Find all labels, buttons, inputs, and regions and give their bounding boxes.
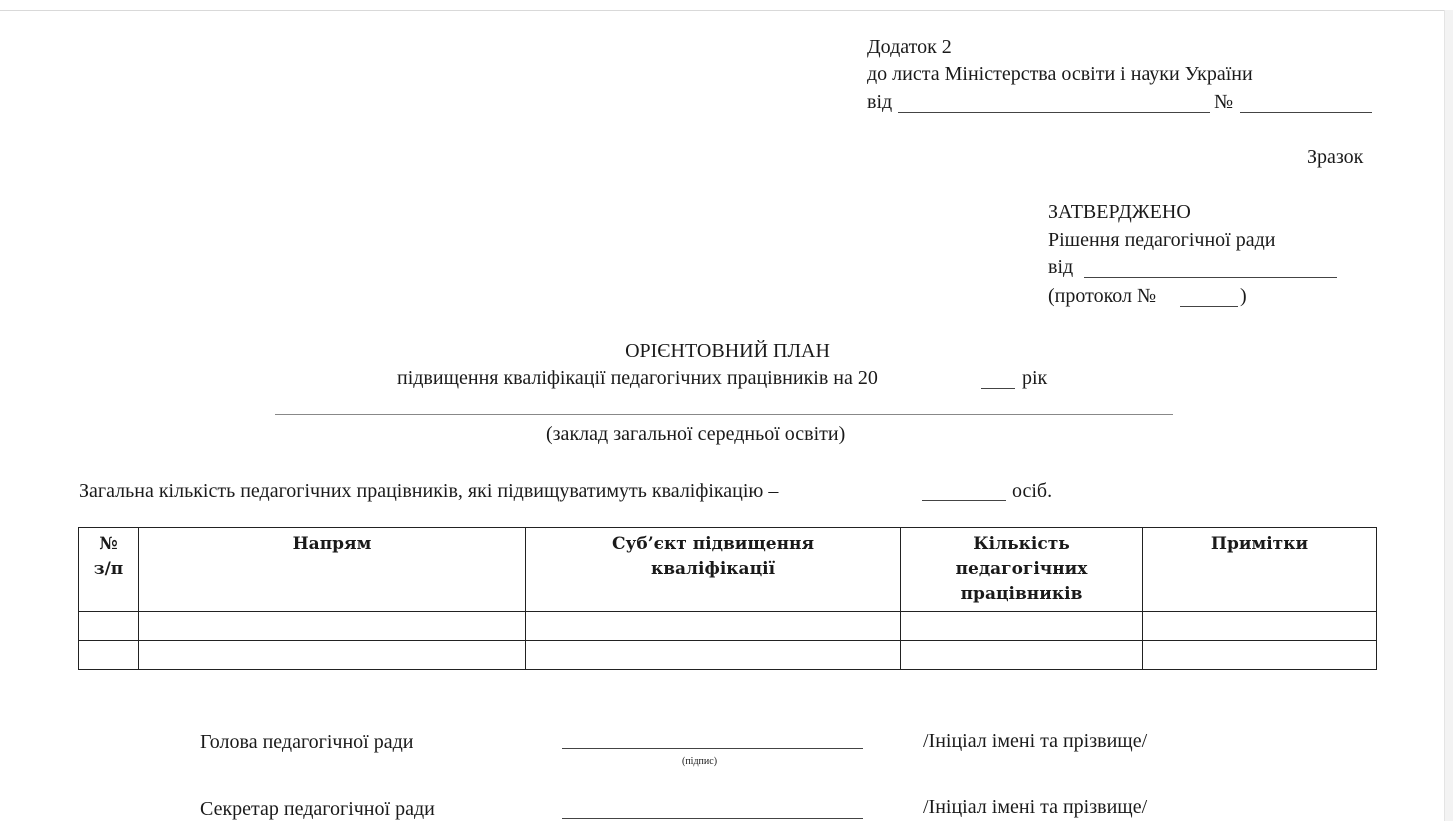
approval-protocol-blank bbox=[1180, 306, 1238, 307]
header-count: Кількість педагогічних працівників bbox=[901, 528, 1143, 612]
table-cell[interactable] bbox=[139, 612, 526, 641]
table-header-row bbox=[79, 528, 1377, 612]
letter-date-blank bbox=[898, 112, 1210, 113]
header-notes: Примітки bbox=[1143, 528, 1377, 612]
total-count-label: Загальна кількість педагогічних працівників, які підвищуватимуть кваліфікацію – bbox=[79, 480, 779, 502]
chair-name: /Ініціал імені та прізвище/ bbox=[923, 730, 1148, 752]
table-cell[interactable] bbox=[526, 612, 901, 641]
approval-date-blank bbox=[1084, 277, 1337, 278]
table-cell[interactable] bbox=[526, 641, 901, 670]
table-cell[interactable] bbox=[1143, 612, 1377, 641]
approval-protocol-open: (протокол № bbox=[1048, 285, 1157, 307]
approval-title: ЗАТВЕРДЖЕНО bbox=[1048, 201, 1191, 223]
table-cell[interactable] bbox=[79, 641, 139, 670]
plan-title bbox=[0, 339, 1453, 363]
viewer-scrollbar[interactable] bbox=[1444, 10, 1453, 821]
total-count-blank bbox=[922, 500, 1006, 501]
table-cell[interactable] bbox=[901, 612, 1143, 641]
approval-date-label: від bbox=[1048, 256, 1074, 278]
plan-subtitle-left: підвищення кваліфікації педагогічних працівників на 20 bbox=[397, 367, 878, 389]
secretary-name: /Ініціал імені та прізвище/ bbox=[923, 796, 1148, 818]
viewer-top-border bbox=[0, 10, 1453, 11]
approval-protocol-close: ) bbox=[1240, 285, 1247, 307]
secretary-label: Секретар педагогічної ради bbox=[200, 798, 435, 820]
letter-number-sign: № bbox=[1214, 91, 1234, 113]
institution-blank bbox=[275, 414, 1173, 415]
table-cell[interactable] bbox=[1143, 641, 1377, 670]
signature-hint: (підпис) bbox=[682, 756, 718, 767]
plan-year-blank bbox=[981, 388, 1015, 389]
table-cell[interactable] bbox=[139, 641, 526, 670]
appendix-label: Додаток 2 bbox=[867, 36, 952, 58]
sample-label: Зразок bbox=[1307, 146, 1364, 168]
plan-subtitle-right: рік bbox=[1022, 367, 1048, 389]
table-row bbox=[79, 612, 1377, 641]
total-count-unit: осіб. bbox=[1012, 480, 1053, 502]
header-direction: Напрям bbox=[139, 528, 526, 612]
chair-label: Голова педагогічної ради bbox=[200, 731, 414, 753]
chair-signature-line bbox=[562, 748, 863, 749]
secretary-signature-line bbox=[562, 818, 863, 819]
header-number: № з/п bbox=[79, 528, 139, 612]
plan-title-text: ОРІЄНТОВНИЙ ПЛАН bbox=[625, 340, 830, 362]
plan-table bbox=[78, 527, 1377, 670]
approval-decision: Рішення педагогічної ради bbox=[1048, 229, 1276, 251]
header-subject: Суб’єкт підвищення кваліфікації bbox=[526, 528, 901, 612]
letter-number-blank bbox=[1240, 112, 1372, 113]
letter-date-label: від bbox=[867, 91, 893, 113]
table-row bbox=[79, 641, 1377, 670]
institution-hint: (заклад загальної середньої освіти) bbox=[546, 423, 846, 445]
table-cell[interactable] bbox=[901, 641, 1143, 670]
table-cell[interactable] bbox=[79, 612, 139, 641]
letter-reference: до листа Міністерства освіти і науки України bbox=[867, 63, 1253, 85]
